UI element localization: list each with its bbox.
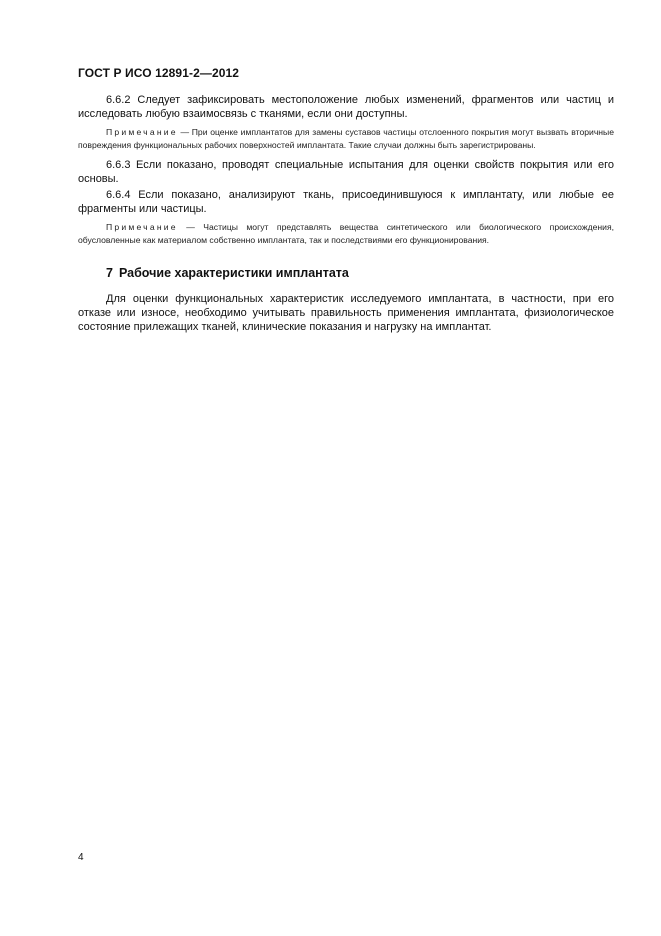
section-7-paragraph: Для оценки функциональных характеристик исследуемого имплантата, в частности, при его отказе или износе, необходимо учитывать правильность применения имплантата, физиологическое состояние прилежащих тканей, клинические показания и нагрузку на имплантат. xyxy=(78,293,614,333)
paragraph-6-6-4: 6.6.4 Если показано, анализируют ткань, присоединившуюся к имплантату, или любые ее фрагменты или частицы. xyxy=(78,189,614,215)
note-1-text: — При оценке имплантатов для замены суставов частицы отслоенного покрытия могут вызвать вторичные повреждения функциональных рабочих поверхностей имплантата. Такие случаи должны быть зарегистрированы. xyxy=(78,127,614,150)
note-2 xyxy=(78,221,614,246)
document-header: ГОСТ Р ИСО 12891-2—2012 xyxy=(78,66,240,80)
page-content xyxy=(78,93,614,334)
section-7-title: Рабочие характеристики имплантата xyxy=(118,266,349,280)
section-7-heading xyxy=(78,266,614,280)
page-number: 4 xyxy=(78,852,84,863)
note-2-text: — Частицы могут представлять вещества синтетического или биологического происхождения, обусловленные как материалом собственно имплантата, так и последствиями его функционирования. xyxy=(78,222,614,245)
paragraph-6-6-2: 6.6.2 Следует зафиксировать местоположение любых изменений, фрагментов или частиц и исследовать любую взаимосвязь с тканями, если они доступны. xyxy=(78,94,614,120)
paragraph-6-6-3: 6.6.3 Если показано, проводят специальные испытания для оценки свойств покрытия или его основы. xyxy=(78,159,614,185)
note-1-label: Примечание xyxy=(106,127,178,137)
note-2-label: Примечание xyxy=(106,222,178,232)
note-1 xyxy=(78,126,614,151)
section-7-number: 7 xyxy=(106,266,113,280)
